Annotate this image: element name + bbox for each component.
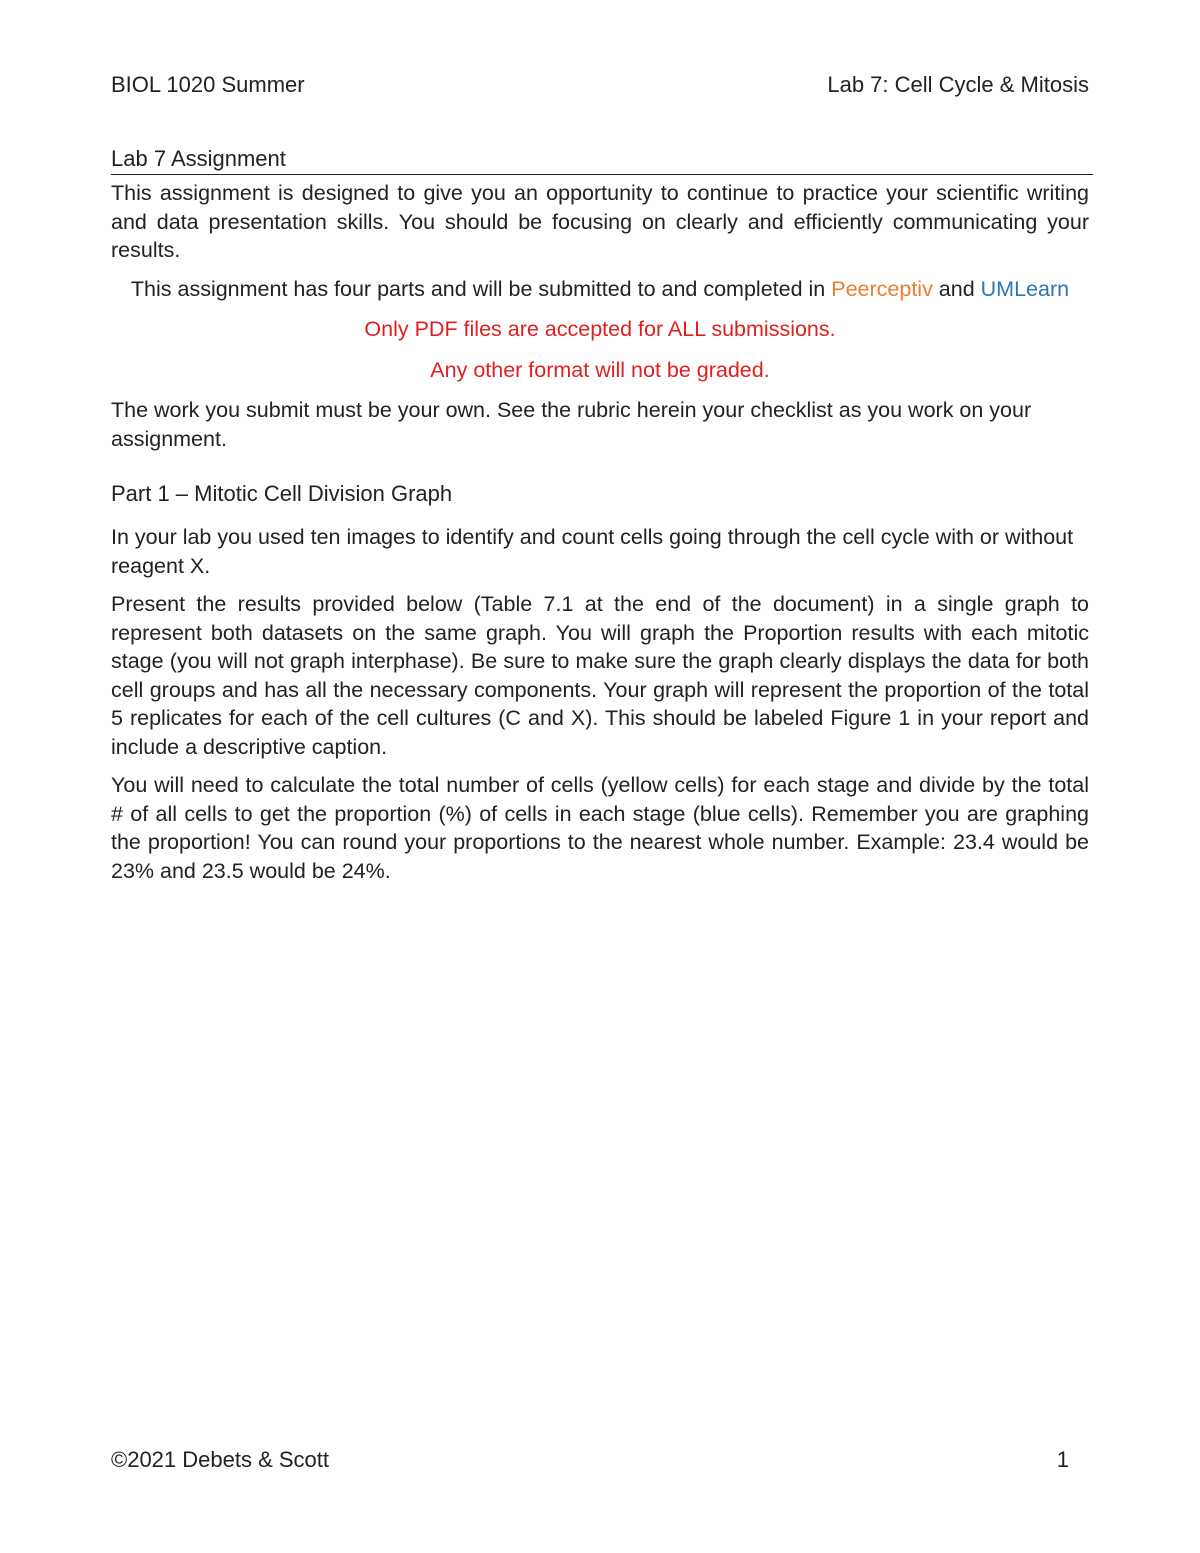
part1-paragraph-2: Present the results provided below (Table 7.1 at the end of the document) in a single graph to represent both datasets on the same graph. You will graph the Proportion results with each mitotic stage (you will not graph interphase). Be sure to make sure the graph clearly displays the data for both cell groups and has all the necessary components. Your graph will represent the proportion of the total 5 replicates for each of the cell cultures (C and X). This should be labeled Figure 1 in your report and include a descriptive caption. <box>111 592 1089 759</box>
header-lab-title: Lab 7: Cell Cycle & Mitosis <box>827 72 1089 97</box>
submission-info-and: and <box>932 276 981 301</box>
assignment-title: Lab 7 Assignment <box>111 146 1093 175</box>
own-work-notice: The work you submit must be your own. See the rubric herein your checklist as you work on your assignment. <box>111 398 1032 451</box>
footer-copyright: ©2021 Debets & Scott <box>111 1447 330 1472</box>
submission-info-start: This assignment has <box>130 276 335 301</box>
parts-count: four parts <box>334 276 425 301</box>
part1-paragraph-3: You will need to calculate the total number of cells (yellow cells) for each stage and divide by the total # of all cells to get the proportion (%) of cells in each stage (blue cells). Remember you are graphing the proportion! You can round your proportions to the nearest whole number. Example: 23.4 would be 23% and 23.5 would be 24%. <box>111 773 1089 883</box>
document-body <box>111 146 1089 885</box>
page-number: 1 <box>1056 1447 1069 1472</box>
part1-title: Part 1 – Mitotic Cell Division Graph <box>111 481 453 506</box>
header-course: BIOL 1020 Summer <box>111 72 305 97</box>
pdf-notice: Only PDF files are accepted for ALL submissions. <box>364 317 836 341</box>
submission-info <box>111 275 1089 304</box>
assignment-intro: This assignment is designed to give you an opportunity to continue to practice your scientific writing and data presentation skills. You should be focusing on clearly and efficiently communicating your results. <box>111 181 1089 262</box>
submission-info-middle: and will be submitted to and completed in <box>424 276 832 301</box>
format-notice: Any other format will not be graded. <box>430 357 770 382</box>
part1-paragraph-1: In your lab you used ten images to identify and count cells going through the cell cycle with or without reagent X. <box>111 525 1074 578</box>
umlearn-link[interactable]: UMLearn <box>980 276 1070 301</box>
peerceptiv-link[interactable]: Peerceptiv <box>831 276 933 301</box>
